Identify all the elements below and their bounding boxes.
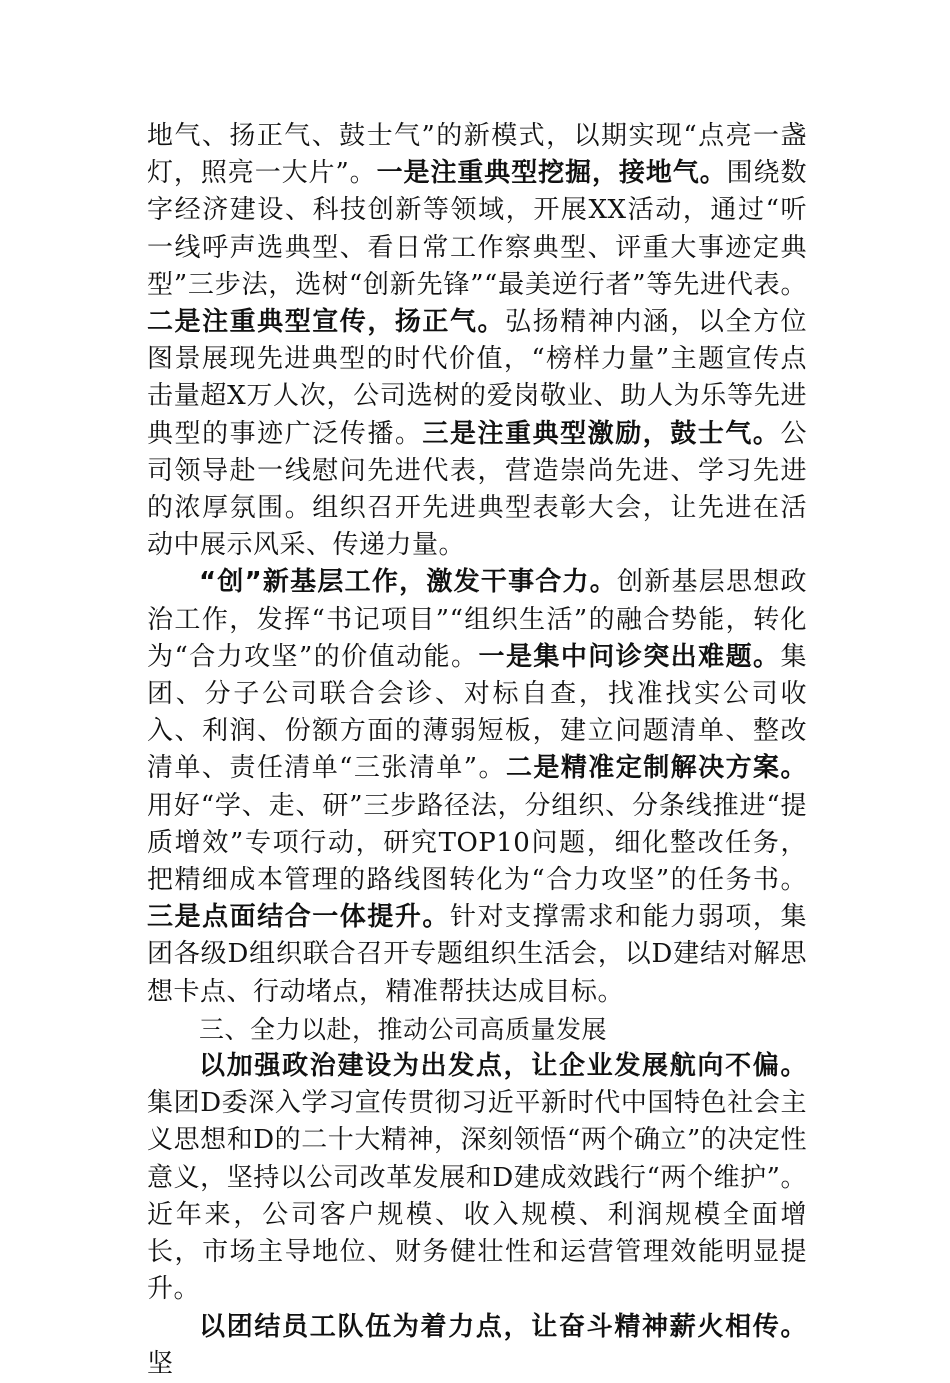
text-run: 创新基层思想政治工作，发挥“书记项目”“组织生活”的融合势能，转化为“合力攻坚”的价值动能。: [147, 567, 807, 672]
bold-run: 一是注重典型挖掘，接地气。: [376, 158, 727, 189]
text-run: 公司领导赴一线慰问先进代表，营造崇尚先进、学习先进的浓厚氛围。组织召开先进典型表彰大会，让先进在活动中展示风采、传递力量。: [147, 418, 807, 561]
text-run: 围绕数字经济建设、科技创新等领域，开展XX活动，通过“听一线呼声选典型、看日常工作察典型、评重大事迹定典型”三步法，选树“创新先锋”“最美逆行者”等先进代表。: [147, 158, 807, 300]
bold-run: 以加强政治建设为出发点，让企业发展航向不偏。: [199, 1051, 807, 1082]
text-run: 坚: [147, 1348, 174, 1379]
paragraph: [147, 564, 807, 1010]
paragraph: [147, 118, 807, 564]
text-run: 集团D委深入学习宣传贯彻习近平新时代中国特色社会主义思想和D的二十大精神，深刻领悟“两个确立”的决定性意义，坚持以公司改革发展和D建成效践行“两个维护”。近年来，公司客户规模、收入规模、利润规模全面增长，市场主导地位、财务健壮性和运营管理效能明显提升。: [147, 1088, 807, 1305]
text-run: 弘扬精神内涵，以全方位图景展现先进典型的时代价值，“榜样力量”主题宣传点击量超X万人次，公司选树的爱岗敬业、助人为乐等先进典型的事迹广泛传播。: [147, 307, 807, 449]
text-run: 用好“学、走、研”三步路径法，分组织、分条线推进“提质增效”专项行动，研究TOP10问题，细化整改任务，把精细成本管理的路线图转化为“合力攻坚”的任务书。: [147, 790, 807, 896]
heading-text: 三、全力以赴，推动公司高质量发展: [199, 1014, 608, 1044]
paragraph: [147, 1309, 807, 1383]
document-body: [147, 118, 807, 1383]
section-heading: [147, 1011, 807, 1048]
bold-run: 二是注重典型宣传，扬正气。: [147, 307, 506, 338]
bold-run: “创”新基层工作，激发干事合力。: [199, 567, 618, 598]
bold-run: 一是集中问诊突出难题。: [478, 641, 781, 672]
text-run: 地气、扬正气、鼓士气”的新模式，以期实现“点亮一盏灯，照亮一大片”。: [147, 121, 807, 189]
text-run: 针对支撑需求和能力弱项，集团各级D组织联合召开专题组织生活会，以D建结对解思想卡点、行动堵点，精准帮扶达成目标。: [147, 902, 807, 1007]
bold-run: 二是精准定制解决方案。: [505, 753, 807, 784]
bold-run: 以团结员工队伍为着力点，让奋斗精神薪火相传。: [199, 1311, 807, 1342]
text-run: 集团、分子公司联合会诊、对标自查，找准找实公司收入、利润、份额方面的薄弱短板，建立问题清单、整改清单、责任清单“三张清单”。: [147, 641, 807, 784]
bold-run: 三是注重典型激励，鼓士气。: [422, 418, 781, 449]
paragraph: [147, 1048, 807, 1308]
bold-run: 三是点面结合一体提升。: [147, 902, 450, 933]
